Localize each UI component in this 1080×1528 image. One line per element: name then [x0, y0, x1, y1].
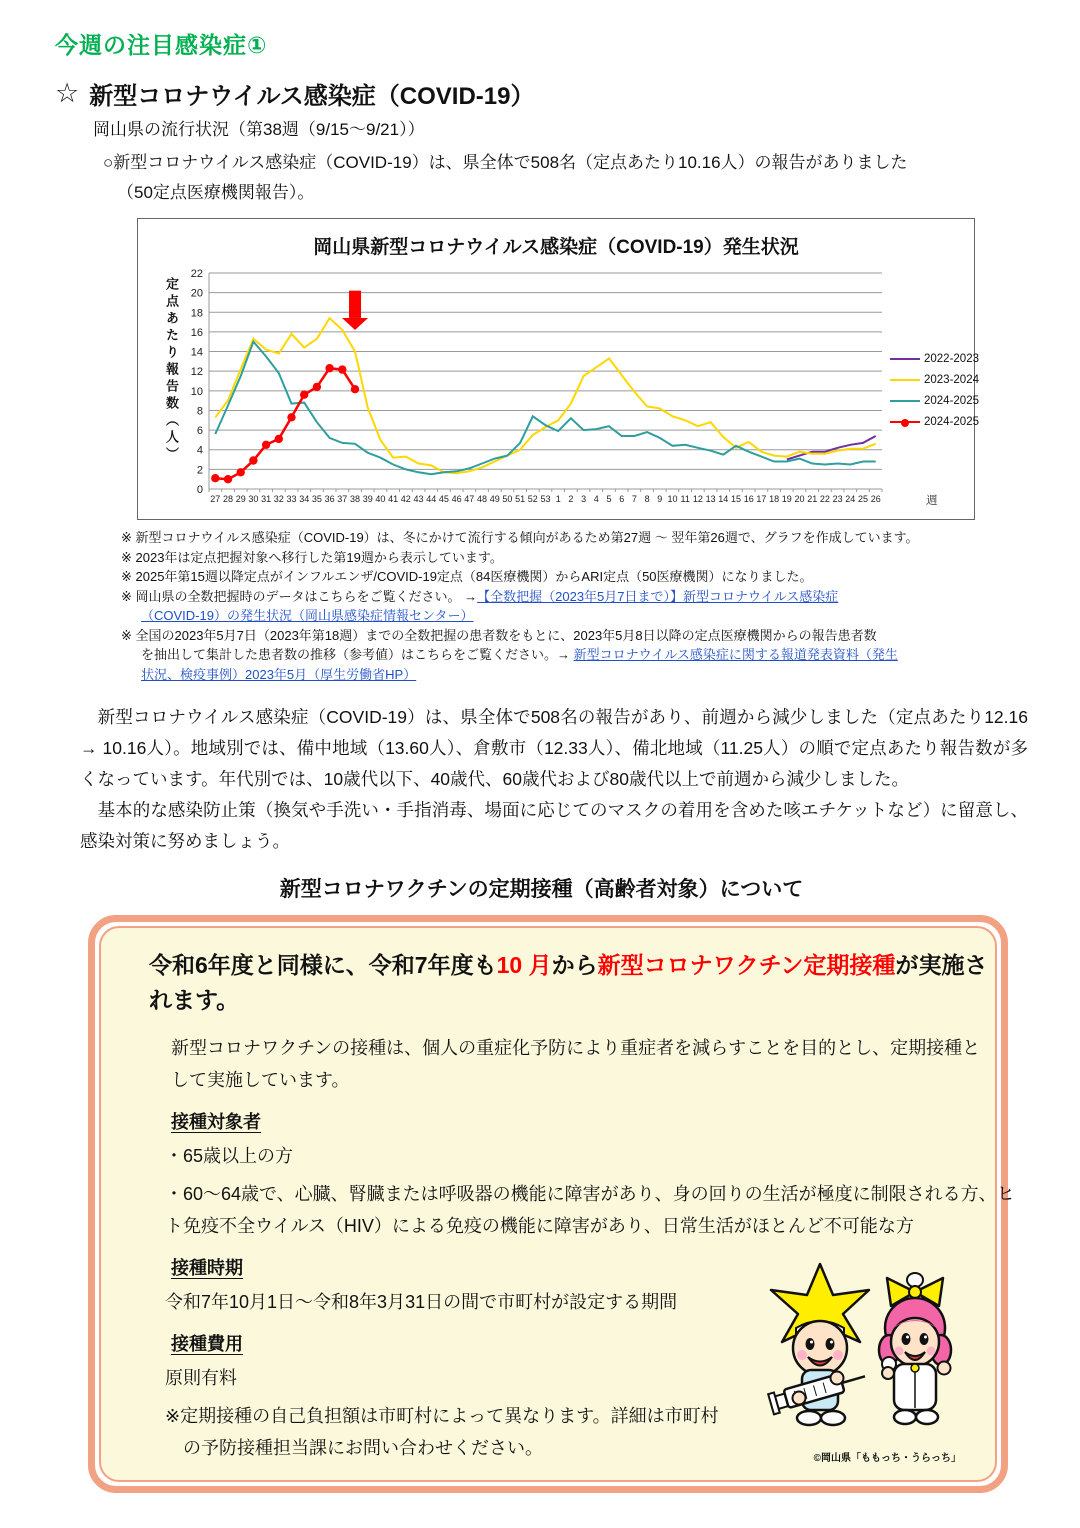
- summary-paragraph-1: 新型コロナウイルス感染症（COVID-19）は、県全体で508名の報告があり、前週から減少しました（定点あたり12.16 → 10.16人）。地域別では、備中地域（13.60人）、倉敷市（12.33人）、備北地域（11.25人）の順で定点あたり報告数が多くなっています。年代別では、10歳代以下、40歳代、60歳代および80歳代以上で前週から減少しました。: [80, 707, 1028, 789]
- vaccination-cost-label: 接種費用: [171, 1334, 243, 1354]
- svg-text:11: 11: [680, 494, 690, 504]
- svg-text:41: 41: [388, 494, 399, 504]
- vaccine-headline: [149, 948, 999, 1018]
- svg-text:31: 31: [261, 494, 272, 504]
- target-item-1: ・65歳以上の方: [165, 1146, 294, 1166]
- svg-text:7: 7: [631, 494, 637, 504]
- svg-text:34: 34: [299, 494, 310, 504]
- note-hyperlink[interactable]: （COVID-19）の発生状況（岡山県感染症情報センター）: [141, 608, 474, 623]
- headline-text: が実施されます。: [149, 952, 988, 1013]
- legend-label: 2022-2023: [924, 353, 979, 365]
- page-title: 今週の注目感染症①: [55, 32, 268, 58]
- note-line: [121, 567, 1028, 587]
- intro-paragraph: [103, 148, 1028, 208]
- target-persons-label: 接種対象者: [171, 1112, 261, 1132]
- legend-line-sample: [890, 358, 920, 360]
- vaccination-period-label: 接種時期: [171, 1258, 243, 1278]
- note-hyperlink[interactable]: 【全数把握（2023年5月7日まで）】新型コロナウイルス感染症: [477, 588, 839, 604]
- svg-text:22: 22: [190, 268, 203, 280]
- svg-text:42: 42: [400, 494, 411, 504]
- svg-text:1: 1: [555, 494, 561, 504]
- chart-plot-area: [138, 219, 976, 521]
- covid-weekly-chart: [137, 218, 979, 520]
- svg-text:37: 37: [337, 494, 348, 504]
- star-icon: ☆: [55, 78, 80, 108]
- svg-text:40: 40: [375, 494, 386, 504]
- svg-text:15: 15: [730, 494, 742, 504]
- svg-text:25: 25: [857, 494, 869, 504]
- svg-text:10: 10: [190, 385, 203, 398]
- vaccine-purpose-paragraph: 新型コロナワクチンの接種は、個人の重症化予防により重症者を減らすことを目的とし、定期接種として実施しています。: [171, 1038, 981, 1090]
- svg-text:49: 49: [489, 494, 500, 504]
- chart-legend: [890, 353, 979, 428]
- legend-line-sample: [890, 421, 920, 423]
- svg-text:4: 4: [196, 444, 203, 457]
- chart-title: 岡山県新型コロナウイルス感染症（COVID-19）発生状況: [313, 237, 799, 258]
- svg-text:30: 30: [248, 494, 259, 504]
- note-text: ※ 岡山県の全数把握時のデータはこちらをご覧ください。 →: [121, 588, 478, 604]
- footnotes: [121, 528, 1028, 684]
- legend-entry: [890, 374, 979, 386]
- note-line: [121, 626, 1028, 646]
- svg-text:35: 35: [311, 494, 322, 504]
- vaccine-info-box: [88, 915, 1015, 1493]
- svg-text:23: 23: [832, 494, 843, 504]
- disease-heading: [55, 76, 1028, 111]
- svg-text:8: 8: [644, 494, 650, 504]
- svg-text:2: 2: [196, 464, 203, 477]
- svg-text:46: 46: [451, 494, 462, 504]
- svg-text:14: 14: [190, 346, 203, 359]
- note-hyperlink[interactable]: 新型コロナウイルス感染症に関する報道発表資料（発生: [573, 647, 898, 662]
- note-line: [121, 665, 1028, 685]
- svg-text:12: 12: [692, 494, 703, 504]
- svg-text:19: 19: [781, 494, 792, 504]
- cost-note-line-2: の予防接種担当課にお問い合わせください。: [165, 1438, 543, 1458]
- legend-entry: [890, 353, 979, 365]
- svg-text:53: 53: [540, 494, 551, 504]
- cost-note-line-1: ※定期接種の自己負担額は市町村によって異なります。詳細は市町村: [165, 1406, 719, 1426]
- mascots-momocchi-uracchi-illustration: [763, 1262, 973, 1442]
- svg-text:22: 22: [819, 494, 830, 504]
- svg-text:13: 13: [705, 494, 716, 504]
- svg-text:12: 12: [190, 366, 203, 379]
- svg-text:16: 16: [190, 326, 203, 339]
- legend-marker-dot: [901, 419, 909, 427]
- svg-text:36: 36: [324, 494, 335, 504]
- svg-text:29: 29: [235, 494, 246, 504]
- svg-text:2: 2: [568, 494, 574, 504]
- note-line: [121, 528, 1028, 548]
- note-line: [121, 606, 1028, 626]
- svg-text:32: 32: [273, 494, 284, 504]
- svg-text:51: 51: [515, 494, 526, 504]
- svg-text:18: 18: [769, 494, 780, 504]
- svg-text:3: 3: [581, 494, 587, 504]
- svg-text:43: 43: [413, 494, 424, 504]
- vaccine-section-title: 新型コロナワクチンの定期接種（高齢者対象）について: [279, 878, 804, 901]
- note-text: ※ 新型コロナウイルス感染症（COVID-19）は、冬にかけて流行する傾向があるため第27週 ～ 翌年第26週で、グラフを作成しています。: [121, 530, 919, 545]
- target-item-2: ・60～64歳で、心臓、腎臓または呼吸器の機能に障害があり、身の回りの生活が極度に制限される方、ヒト免疫不全ウイルス（HIV）による免疫の機能に障害があり、日常生活がほとんど不可能な方: [165, 1184, 1015, 1236]
- chart-x-axis-label: 週: [926, 495, 938, 507]
- svg-text:14: 14: [718, 494, 729, 504]
- headline-red-text: 新型コロナワクチン定期接種: [597, 952, 896, 978]
- svg-text:45: 45: [438, 494, 449, 504]
- note-text: ※ 2025年第15週以降定点がインフルエンザ/COVID-19定点（84医療機関）からARI定点（50医療機関）になりました。: [121, 569, 813, 584]
- vaccine-info-box-inner: [99, 926, 1015, 1482]
- legend-entry: [890, 395, 979, 407]
- svg-text:4: 4: [593, 494, 599, 504]
- legend-label: 2024-2025: [924, 416, 979, 428]
- svg-text:5: 5: [606, 494, 612, 504]
- legend-entry: [890, 416, 979, 428]
- svg-text:16: 16: [743, 494, 754, 504]
- svg-text:48: 48: [476, 494, 488, 504]
- svg-text:6: 6: [619, 494, 625, 504]
- svg-text:52: 52: [527, 494, 538, 504]
- svg-text:39: 39: [362, 494, 373, 504]
- disease-heading-label: 新型コロナウイルス感染症（COVID-19）: [89, 83, 535, 110]
- svg-text:47: 47: [464, 494, 475, 504]
- svg-text:10: 10: [667, 494, 678, 504]
- mascot-copyright-caption: ©岡山県「ももっち・うらっち」: [813, 1453, 961, 1464]
- note-text: ※ 2023年は定点把握対象へ移行した第19週から表示しています。: [121, 549, 503, 565]
- svg-text:26: 26: [870, 494, 881, 504]
- svg-text:24: 24: [845, 494, 856, 504]
- legend-label: 2024-2025: [924, 395, 979, 407]
- svg-text:9: 9: [657, 494, 663, 504]
- svg-text:44: 44: [426, 494, 437, 504]
- svg-text:28: 28: [222, 494, 234, 504]
- vaccination-period-value: 令和7年10月1日～令和8年3月31日の間で市町村が設定する期間: [165, 1292, 678, 1312]
- note-line: [121, 645, 1028, 665]
- legend-line-sample: [890, 379, 920, 381]
- svg-text:0: 0: [196, 484, 203, 496]
- svg-text:50: 50: [502, 494, 513, 504]
- summary-paragraph-2: 基本的な感染防止策（換気や手洗い・手指消毒、場面に応じてのマスクの着用を含めた咳エチケットなど）に留意し、感染対策に努めましょう。: [80, 800, 1028, 851]
- note-line: [121, 548, 1028, 568]
- headline-text: から: [551, 952, 598, 978]
- svg-text:17: 17: [756, 494, 767, 504]
- svg-text:20: 20: [190, 287, 203, 300]
- legend-label: 2023-2024: [924, 374, 979, 386]
- headline-text: 令和6年度と同様に、令和7年度も: [149, 952, 497, 978]
- svg-text:6: 6: [196, 425, 203, 438]
- legend-line-sample: [890, 400, 920, 402]
- note-text: を抽出して集計した患者数の推移（参考値）はこちらをご覧ください。→: [141, 647, 574, 662]
- note-hyperlink[interactable]: 状況、検疫事例）2023年5月（厚生労働省HP）: [141, 666, 417, 682]
- svg-text:27: 27: [210, 494, 221, 504]
- svg-text:21: 21: [807, 494, 818, 504]
- svg-text:38: 38: [349, 494, 361, 504]
- situation-subtitle: 岡山県の流行状況（第38週（9/15～9/21））: [93, 120, 425, 139]
- svg-text:33: 33: [286, 494, 297, 504]
- svg-text:18: 18: [190, 307, 203, 320]
- note-line: [121, 587, 1028, 607]
- vaccination-cost-value: 原則有料: [165, 1368, 237, 1388]
- svg-text:8: 8: [196, 405, 203, 418]
- headline-red-text: 10 月: [496, 952, 552, 978]
- chart-y-axis-label: 定点あたり報告数（人）: [164, 277, 179, 464]
- svg-text:20: 20: [794, 494, 805, 504]
- intro-line-1: ○新型コロナウイルス感染症（COVID-19）は、県全体で508名（定点あたり10.16人）の報告がありました: [103, 153, 908, 172]
- note-text: ※ 全国の2023年5月7日（2023年第18週）までの全数把握の患者数をもとに、2023年5月8日以降の定点医療機関からの報告患者数: [121, 627, 877, 643]
- intro-line-2: （50定点医療機関報告）。: [117, 183, 315, 202]
